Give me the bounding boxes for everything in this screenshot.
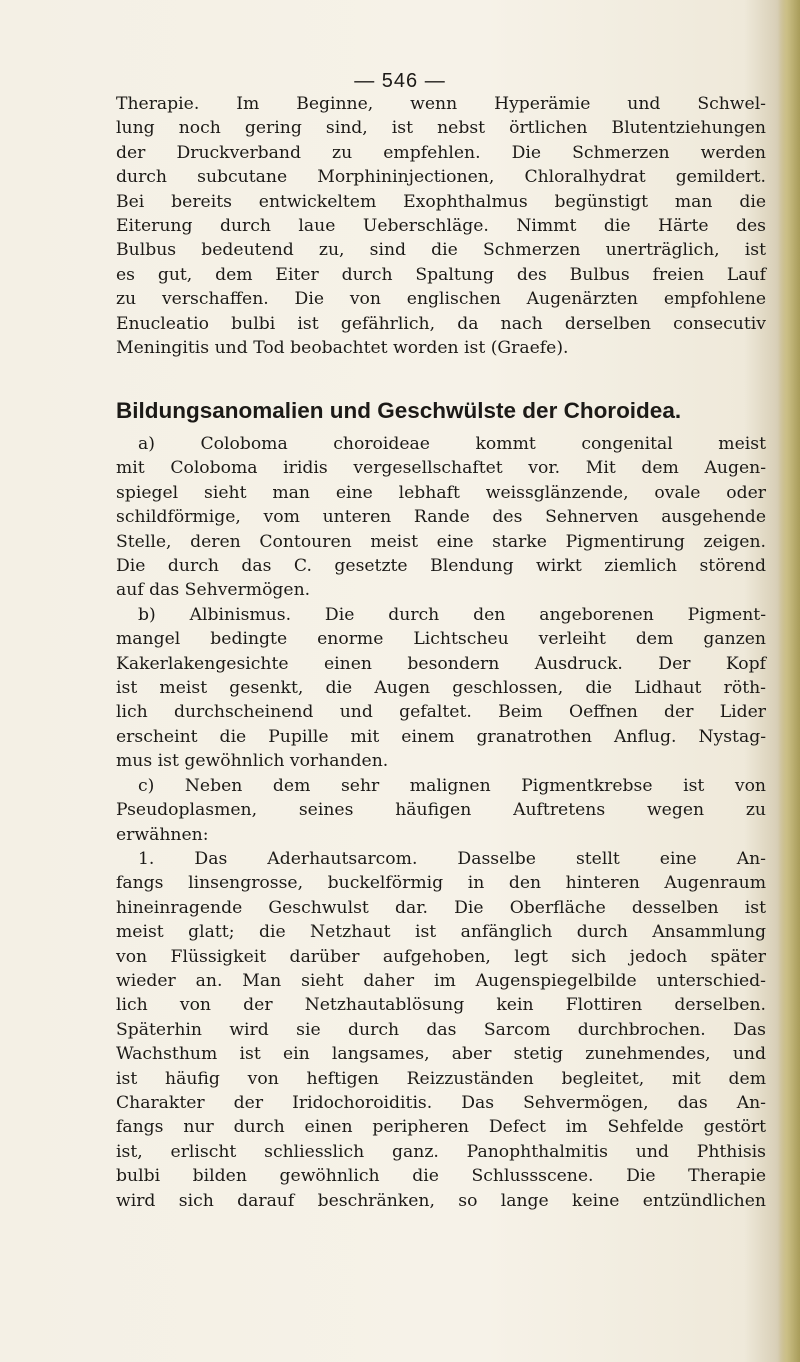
text-line: erscheint die Pupille mit einem granatrothen Anflug. Nystag- (116, 726, 766, 747)
choroidea-section-text (116, 432, 766, 1213)
text-line: ist, erlischt schliesslich ganz. Panophthalmitis und Phthisis (116, 1141, 766, 1162)
text-line: b) Albinismus. Die durch den angeborenen Pigment- (138, 604, 766, 625)
text-line: mus ist gewöhnlich vorhanden. (116, 751, 389, 772)
text-line: fangs linsengrosse, buckelförmig in den hinteren Augenraum (116, 873, 766, 894)
text-line: wird sich darauf beschränken, so lange keine entzündlichen (116, 1190, 766, 1211)
text-line: Eiterung durch laue Ueberschläge. Nimmt die Härte des (116, 216, 766, 237)
text-line: Stelle, deren Contouren meist eine starke Pigmentirung zeigen. (116, 531, 766, 552)
text-line: erwähnen: (116, 824, 209, 845)
text-line: es gut, dem Eiter durch Spaltung des Bulbus freien Lauf (116, 264, 766, 285)
text-line: spiegel sieht man eine lebhaft weissglänzende, ovale oder (116, 482, 766, 503)
text-line: von Flüssigkeit darüber aufgehoben, legt sich jedoch später (116, 946, 766, 967)
text-line: fangs nur durch einen peripheren Defect im Sehfelde gestört (116, 1117, 766, 1138)
text-line: a) Coloboma choroideae kommt congenital meist (138, 434, 766, 454)
text-line: mangel bedingte enorme Lichtscheu verleiht dem ganzen (116, 629, 766, 650)
text-line: bulbi bilden gewöhnlich die Schlussscene. Die Therapie (116, 1166, 766, 1187)
text-line: Bei bereits entwickeltem Exophthalmus begünstigt man die (116, 191, 766, 212)
page-number: — 546 — (354, 70, 446, 92)
text-line: Bulbus bedeutend zu, sind die Schmerzen unerträglich, ist (116, 240, 766, 261)
text-line: lung noch gering sind, ist nebst örtlichen Blutentziehungen (116, 118, 766, 139)
text-line: lich von der Netzhautablösung kein Flottiren derselben. (116, 995, 766, 1016)
text-line: Späterhin wird sie durch das Sarcom durchbrochen. Das (116, 1019, 766, 1040)
text-line: c) Neben dem sehr malignen Pigmentkrebse ist von (138, 775, 766, 796)
text-line: Meningitis und Tod beobachtet worden ist (Graefe). (116, 338, 569, 359)
text-line: mit Coloboma iridis vergesellschaftet vor. Mit dem Augen- (116, 458, 766, 479)
text-line: Therapie. Im Beginne, wenn Hyperämie und Schwel- (116, 94, 766, 114)
text-line: Charakter der Iridochoroiditis. Das Sehvermögen, das An- (116, 1092, 766, 1113)
text-line: Die durch das C. gesetzte Blendung wirkt ziemlich störend (116, 556, 766, 577)
text-line: schildförmige, vom unteren Rande des Sehnerven ausgehende (116, 507, 766, 528)
text-line: lich durchscheinend und gefaltet. Beim Oeffnen der Lider (116, 702, 766, 723)
text-line: ist häufig von heftigen Reizzuständen begleitet, mit dem (116, 1068, 766, 1089)
text-line: durch subcutane Morphininjectionen, Chloralhydrat gemildert. (116, 167, 766, 188)
text-line: Pseudoplasmen, seines häufigen Auftretens wegen zu (116, 800, 766, 821)
text-line: Wachsthum ist ein langsames, aber stetig zunehmendes, und (116, 1044, 766, 1065)
page-edge-shadow (778, 0, 800, 1362)
text-line: der Druckverband zu empfehlen. Die Schmerzen werden (116, 142, 766, 163)
text-line: zu verschaffen. Die von englischen Augenärzten empfohlene (116, 289, 766, 310)
text-line: meist glatt; die Netzhaut ist anfänglich durch Ansammlung (116, 922, 766, 943)
text-line: ist meist gesenkt, die Augen geschlossen, die Lidhaut röth- (116, 678, 766, 699)
text-line: wieder an. Man sieht daher im Augenspiegelbilde unterschied- (116, 970, 766, 991)
text-line: Kakerlakengesichte einen besondern Ausdruck. Der Kopf (116, 653, 766, 674)
therapy-paragraph (116, 92, 766, 360)
section-heading: Bildungsanomalien und Geschwülste der Choroidea. (116, 398, 682, 423)
text-line: Enucleatio bulbi ist gefährlich, da nach derselben consecutiv (116, 313, 766, 334)
text-line: hineinragende Geschwulst dar. Die Oberfläche desselben ist (116, 897, 766, 918)
text-line: auf das Sehvermögen. (116, 580, 311, 601)
text-line: 1. Das Aderhautsarcom. Dasselbe stellt eine An- (138, 848, 766, 869)
